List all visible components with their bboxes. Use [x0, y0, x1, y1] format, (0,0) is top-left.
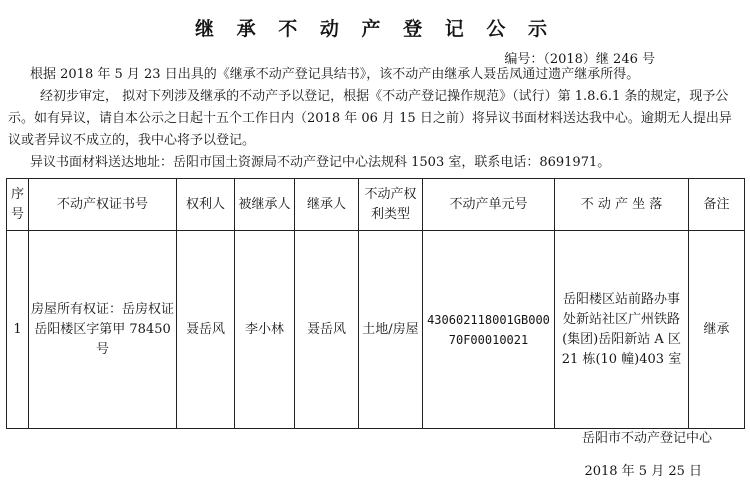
cell-remarks: 继承 [689, 231, 745, 429]
cell-right-holder: 聂岳风 [177, 231, 235, 429]
header-index: 序号 [7, 179, 29, 231]
header-right-holder: 权利人 [177, 179, 235, 231]
paragraph-basis: 根据 2018 年 5 月 23 日出具的《继承不动产登记具结书》，该不动产由继承人聂岳凤通过遗产继承所得。 [30, 67, 640, 82]
table-header-row [7, 179, 745, 231]
cell-unit-no: 430602118001GB00070F00010021 [423, 231, 555, 429]
document-number: 编号：（2018）继 246 号 [504, 52, 655, 67]
header-right-type: 不动产权利类型 [359, 179, 423, 231]
registration-table [6, 178, 745, 429]
cell-decedent: 李小林 [235, 231, 295, 429]
cell-right-type: 土地/房屋 [359, 231, 423, 429]
header-certificate-no: 不动产权证书号 [29, 179, 177, 231]
table-row [7, 231, 745, 429]
header-remarks: 备注 [689, 179, 745, 231]
issue-date: 2018 年 5 月 25 日 [584, 464, 702, 479]
paragraph-address: 异议书面材料送达地址：岳阳市国土资源局不动产登记中心法规科 1503 室，联系电话：8691971。 [30, 155, 611, 170]
header-unit-no: 不动产单元号 [423, 179, 555, 231]
header-location: 不 动 产 坐 落 [555, 179, 689, 231]
paragraph-notice: 经初步审定， 拟对下列涉及继承的不动产予以登记，根据《不动产登记操作规范》（试行）第 1.8.6.1 条的规定，现予公示。如有异议，请自本公示之日起十五个工作日内（2018 年 06 月 15 日之前）将异议书面材料送达我中心。逾期无人提出异议或者异议不成立的，我中心将予以登记。 [8, 89, 732, 148]
cell-heir: 聂岳风 [295, 231, 359, 429]
header-decedent: 被继承人 [235, 179, 295, 231]
cell-index: 1 [7, 231, 29, 429]
cell-location: 岳阳楼区站前路办事处新站社区广州铁路(集团)岳阳新站 A 区 21 栋(10 幢)403 室 [555, 231, 689, 429]
cell-certificate-no: 房屋所有权证：岳房权证岳阳楼区字第甲 78450 号 [29, 231, 177, 429]
header-heir: 继承人 [295, 179, 359, 231]
document-title: 继 承 不 动 产 登 记 公 示 [195, 18, 555, 40]
issuing-office: 岳阳市不动产登记中心 [581, 431, 712, 446]
